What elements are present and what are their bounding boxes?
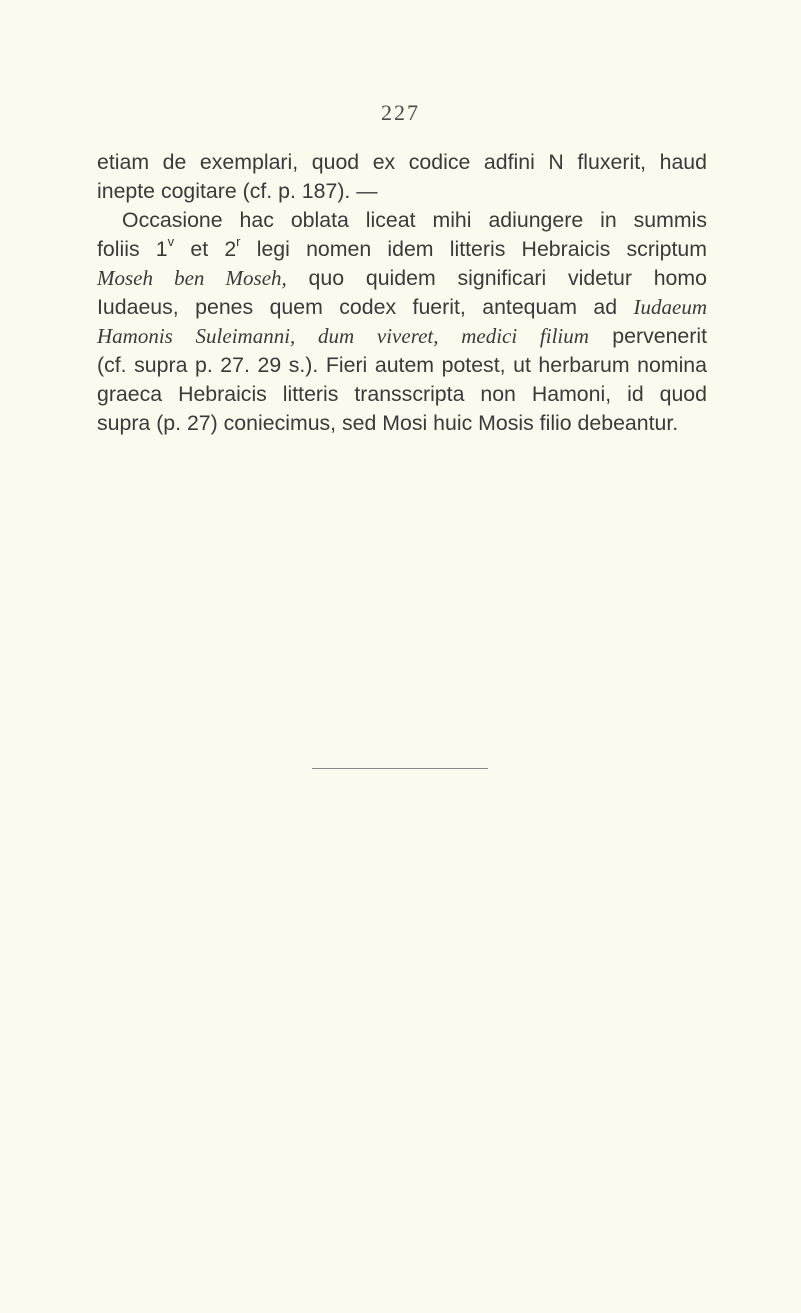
paragraph-2	[97, 206, 707, 438]
section-divider	[312, 768, 488, 769]
italic-name: Moseh ben Moseh,	[97, 266, 287, 290]
text-run: legi nomen idem litteris Hebraicis scriptum	[240, 237, 707, 261]
text-line: (cf. supra p. 27. 29 s.). Fieri autem potest, ut herbarum nomina	[97, 353, 707, 377]
text-line	[97, 264, 707, 293]
paragraph-1	[97, 148, 707, 206]
text-run: quo quidem significari videtur homo	[286, 266, 707, 290]
text-line: graeca Hebraicis litteris transscripta non Hamoni, id quod	[97, 382, 707, 406]
text-line: supra (p. 27) coniecimus, sed Mosi huic Mosis filio debeantur.	[97, 411, 679, 435]
text-run: et 2	[174, 237, 237, 261]
text-line: inepte cogitare (cf. p. 187). —	[97, 179, 378, 203]
text-line: etiam de exemplari, quod ex codice adfini N fluxerit, haud	[97, 150, 707, 174]
text-run: Iudaeus, penes quem codex fuerit, antequam ad	[97, 295, 634, 319]
body-text	[97, 148, 707, 438]
text-run: foliis 1	[97, 237, 168, 261]
italic-name: Hamonis Suleimanni, dum viveret, medici filium	[97, 324, 589, 348]
text-line: Occasione hac oblata liceat mihi adiungere in summis	[122, 208, 707, 232]
page-number: 227	[381, 100, 420, 125]
folio-superscript: r	[236, 233, 241, 249]
text-line	[97, 293, 707, 322]
text-line	[97, 322, 707, 351]
italic-name: Iudaeum	[633, 295, 707, 319]
text-line	[97, 235, 707, 264]
folio-superscript: v	[167, 233, 175, 249]
text-run: pervenerit	[588, 324, 707, 348]
